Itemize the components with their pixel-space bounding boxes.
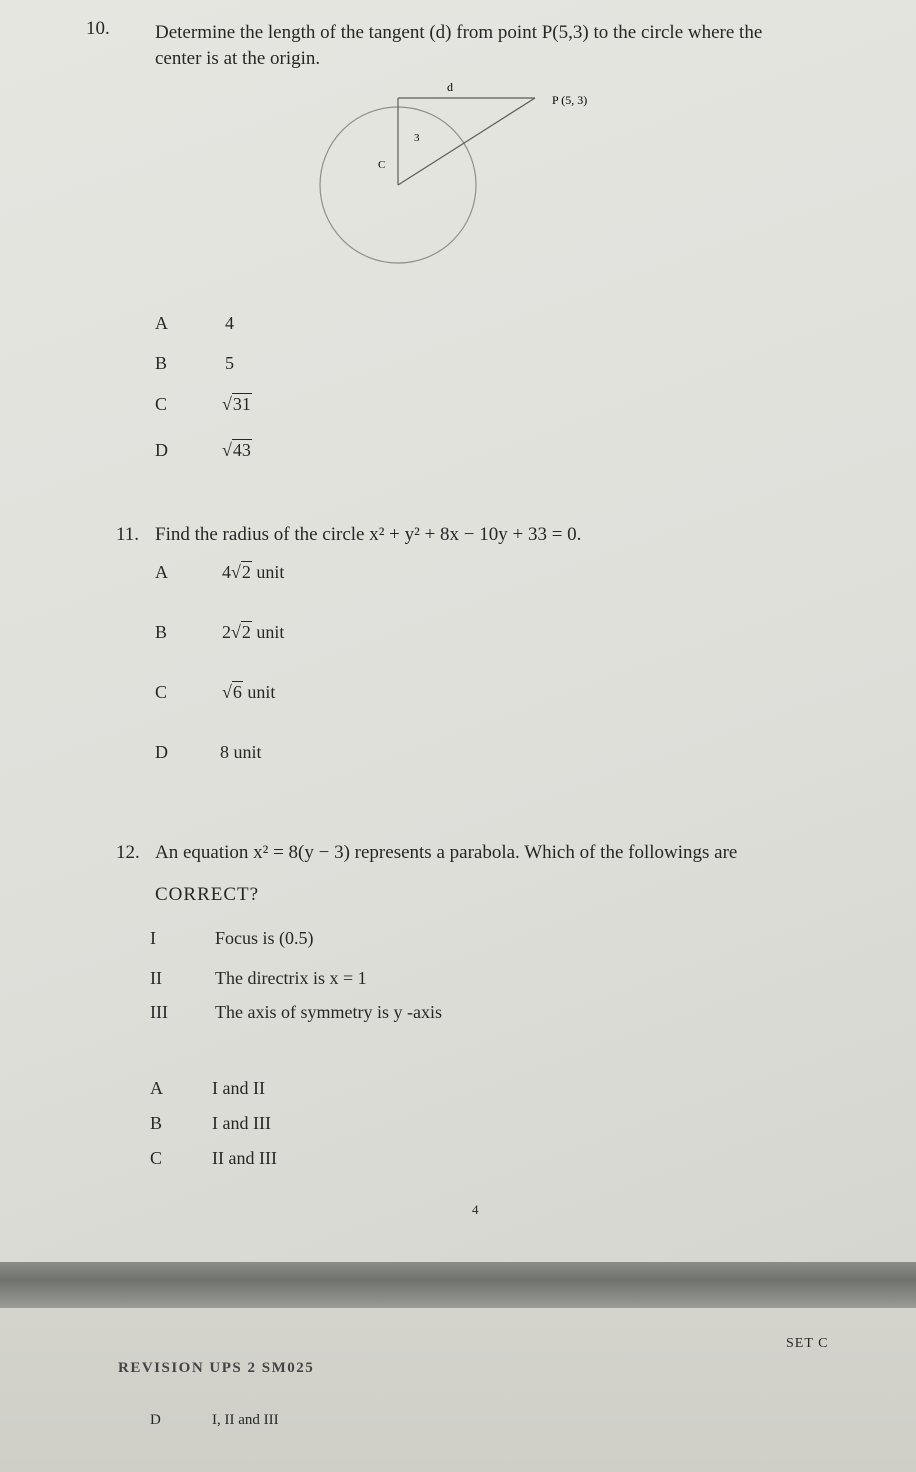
q12-text: An equation x² = 8(y − 3) represents a parabola. Which of the followings are (155, 842, 738, 863)
q11-number: 11. (116, 524, 140, 545)
q12-option-d-letter: D (150, 1412, 161, 1428)
q11-option-c-letter: C (155, 682, 168, 702)
page-separator (0, 1262, 916, 1308)
q10-text-line2: center is at the origin. (155, 48, 321, 69)
q12-option-a-letter: A (150, 1078, 163, 1098)
q10-text-line1: Determine the length of the tangent (d) from point P(5,3) to the circle where the (155, 22, 763, 43)
q11-option-b-letter: B (155, 622, 168, 642)
q11-option-c-value: √6 unit (222, 682, 276, 702)
q12-statement-3-text: The axis of symmetry is y -axis (215, 1002, 442, 1022)
q12-statement-1-roman: I (150, 928, 156, 948)
q11-option-d-letter: D (155, 742, 168, 762)
q11-option-a-value: 4√2 unit (222, 562, 285, 582)
q11-text: Find the radius of the circle x² + y² + 8x − 10y + 33 = 0. (155, 524, 582, 545)
revision-title: REVISION UPS 2 SM025 (118, 1360, 315, 1376)
q11-option-b-value: 2√2 unit (222, 622, 285, 642)
q12-statement-2-text: The directrix is x = 1 (215, 968, 367, 988)
q12-statement-1-text: Focus is (0.5) (215, 928, 314, 948)
label-radius: 3 (414, 132, 420, 144)
tangent-diagram (290, 70, 630, 270)
label-center: C (378, 159, 386, 171)
q12-number: 12. (116, 842, 140, 863)
q10-number: 10. (86, 18, 110, 39)
q12-option-c-text: II and III (212, 1148, 277, 1168)
q10-option-c-value: √31 (222, 394, 251, 414)
q10-option-c-letter: C (155, 394, 168, 414)
q10-option-d-letter: D (155, 440, 168, 460)
q12-option-a-text: I and II (212, 1078, 265, 1098)
label-point-p: P (5, 3) (552, 93, 588, 107)
q12-option-b-letter: B (150, 1113, 163, 1133)
label-d: d (447, 80, 453, 94)
q11-option-a-letter: A (155, 562, 168, 582)
q12-statement-2-roman: II (150, 968, 162, 988)
q10-option-a-value: 4 (225, 313, 234, 333)
q12-option-d-text: I, II and III (212, 1412, 279, 1428)
q10-option-b-letter: B (155, 353, 168, 373)
q10-option-a-letter: A (155, 313, 168, 333)
q12-option-b-text: I and III (212, 1113, 271, 1133)
page-lower (0, 1308, 916, 1472)
q11-option-d-value: 8 unit (220, 742, 262, 762)
set-label: SET C (786, 1336, 829, 1351)
q12-statement-3-roman: III (150, 1002, 168, 1022)
page-number: 4 (472, 1202, 479, 1217)
q12-correct: CORRECT? (155, 884, 260, 905)
q10-option-d-value: √43 (222, 440, 251, 460)
q10-option-b-value: 5 (225, 353, 234, 373)
q12-option-c-letter: C (150, 1148, 163, 1168)
